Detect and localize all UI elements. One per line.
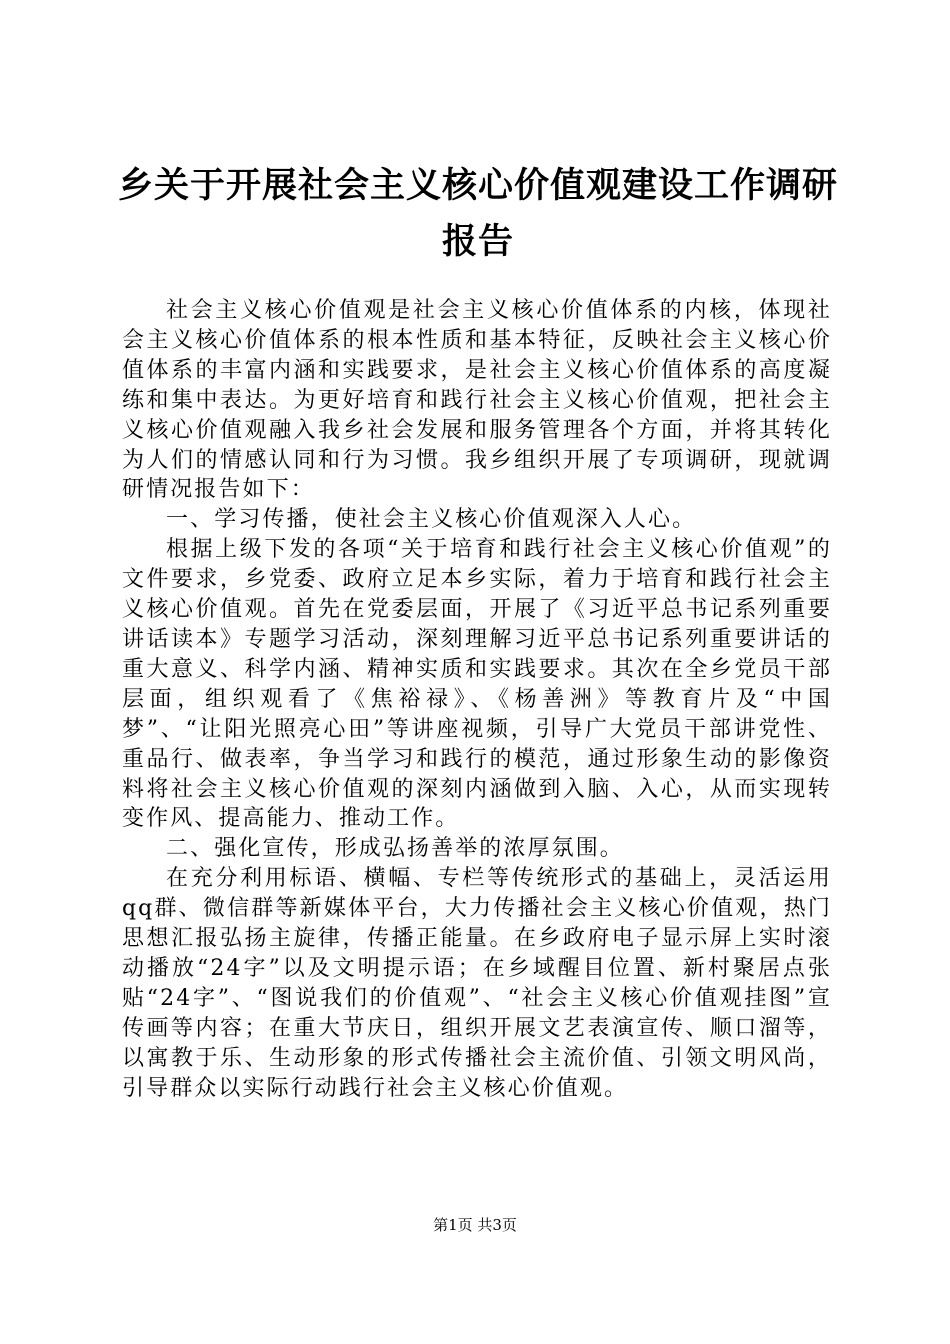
document-title: 乡关于开展社会主义核心价值观建设工作调研报告 — [118, 166, 839, 262]
section-heading-1: 一、学习传播，使社会主义核心价值观深入人心。 — [166, 507, 697, 533]
paragraph-section-1: 根据上级下发的各项“关于培育和践行社会主义核心价值观”的文件要求，乡党委、政府立足本乡实际，着力于培育和践行社会主义核心价值观。首先在党委层面，开展了《习近平总书记系列重要讲话读本》专题学习活动，深刻理解习近平总书记系列重要讲话的重大意义、科学内涵、精神实质和实践要求。其次在全乡党员干部层面，组织观看了《焦裕禄》、《杨善洲》等教育片及“中国梦”、“让阳光照亮心田”等讲座视频，引导广大党员干部讲党性、重品行、做表率，争当学习和践行的模范，通过形象生动的影像资料将社会主义核心价值观的深刻内涵做到入脑、入心，从而实现转变作风、提高能力、推动工作。 — [122, 537, 832, 832]
document-body — [122, 296, 832, 1103]
paragraph-intro: 社会主义核心价值观是社会主义核心价值体系的内核，体现社会主义核心价值体系的根本性质和基本特征，反映社会主义核心价值体系的丰富内涵和实践要求，是社会主义核心价值体系的高度凝练和集中表达。为更好培育和践行社会主义核心价值观，把社会主义核心价值观融入我乡社会发展和服务管理各个方面，并将其转化为人们的情感认同和行为习惯。我乡组织开展了专项调研，现就调研情况报告如下： — [122, 298, 832, 503]
paragraph-section-2: 在充分利用标语、横幅、专栏等传统形式的基础上，灵活运用qq群、微信群等新媒体平台，大力传播社会主义核心价值观，热门思想汇报弘扬主旋律，传播正能量。在乡政府电子显示屏上实时滚动播放“24字”以及文明提示语；在乡域醒目位置、新村聚居点张贴“24字”、“图说我们的价值观”、“社会主义核心价值观挂图”宣传画等内容；在重大节庆日，组织开展文艺表演宣传、顺口溜等，以寓教于乐、生动形象的形式传播社会主流价值、引领文明风尚，引导群众以实际行动践行社会主义核心价值观。 — [122, 866, 832, 1101]
section-heading-2: 二、强化宣传，形成弘扬善举的浓厚氛围。 — [166, 836, 624, 862]
page-footer: 第1页 共3页 — [433, 1216, 517, 1234]
